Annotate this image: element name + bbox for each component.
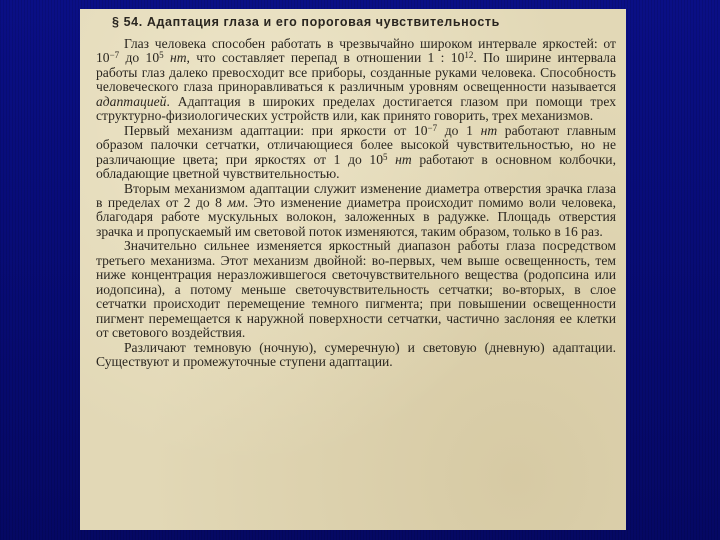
unit-nt: нт (480, 122, 498, 138)
paragraph-3 (96, 182, 616, 240)
paragraph-1 (96, 37, 616, 124)
unit-nt: нт (395, 151, 412, 167)
paragraph-4: Значительно сильнее изменяется яркостный диапазон работы глаза посредством третьего механизма. Этот механизм двойной: во-первых, чем выше освещенность, тем ниже концентрация неразложившегося светочувствительного вещества (родопсина или иодопсина), а потому меньше светочувствительность сетчатки; во-вторых, в слое сетчатки происходит перемещение темного пигмента; при повышении освещенности пигмент перемещается к наружной поверхности сетчатки, частично заслоняя ее клетки от светового воздействия. (96, 238, 616, 341)
paragraph-2 (96, 124, 616, 182)
exponent: 12 (464, 50, 474, 61)
paragraph-2-text-b: до 1 (437, 122, 481, 138)
exponent: 5 (383, 151, 388, 162)
paragraph-3-text-a: Вторым механизмом адаптации служит изменение диаметра отверстия зрачка глаза в пределах от 2 до 8 (96, 180, 616, 210)
paragraph-2-text-a: Первый механизм адаптации: при яркости от 10 (124, 122, 428, 138)
body-text (96, 37, 616, 369)
paragraph-1-text-d: . По ширине интервала работы глаз далеко превосходит все приборы, созданные руками человека. Способность человеческого глаза приноравливаться к различным уровням освещенности называется (96, 50, 616, 95)
exponent: −7 (109, 50, 120, 61)
paragraph-1-text-e: . Адаптация в широких пределах достигается глазом при помощи трех структурно-физиологических устройств или, как принято говорить, трех механизмов. (96, 93, 616, 124)
paragraph-1-text-c: , что составляет перепад в отношении 1 : 10 (186, 50, 465, 66)
term-adaptation: адаптацией (96, 93, 167, 109)
textbook-page (80, 9, 626, 530)
unit-mm: мм (227, 194, 245, 210)
section-heading: § 54. Адаптация глаза и его пороговая чувствительность (112, 15, 500, 29)
exponent: −7 (427, 122, 438, 133)
paragraph-2-text-d: работают в основном колбочки, обладающие цветной чувствительностью. (96, 151, 616, 182)
paragraph-2-text-c: работают главным образом палочки сетчатки, отличающиеся более высокой чувствительностью, но не различающие цвета; при яркостях от 1 до 10 (96, 122, 617, 167)
paragraph-3-text-b: . Это изменение диаметра происходит помимо воли человека, благодаря работе мускульных волокон, заложенных в радужке. Площадь отверстия зрачка и пропускаемый им световой поток изменяются, таким образом, только в 16 раз. (96, 194, 616, 239)
paragraph-1-text-a: Глаз человека способен работать в чрезвычайно широком интервале яркостей: от 10 (96, 36, 616, 66)
exponent: 5 (159, 50, 164, 61)
unit-nt: нт (169, 50, 187, 66)
paragraph-5: Различают темновую (ночную), сумеречную) и световую (дневную) адаптации. Существуют и промежуточные ступени адаптации. (96, 339, 616, 369)
paragraph-1-text-b: до 10 (119, 50, 160, 66)
